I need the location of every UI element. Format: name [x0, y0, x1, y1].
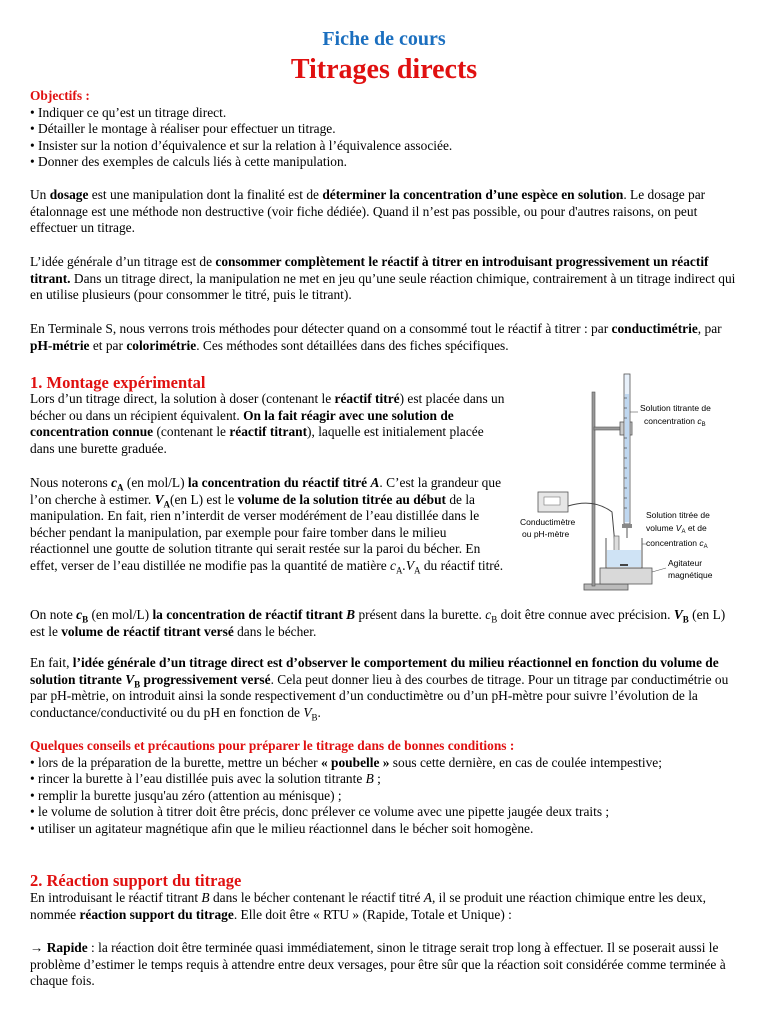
label-titree-line-1: Solution titrée de: [646, 510, 710, 520]
intro-paragraph-3: En Terminale S, nous verrons trois méthodes pour détecter quand on a consommé tout le réactif à titrer : par conductimétrie, par pH-métrie et par colorimétrie. Ces méthodes sont détaillées dans des fiches spécifiques.: [30, 321, 722, 353]
meter-display: [544, 497, 560, 505]
tip-item: • rincer la burette à l’eau distillée puis avec la solution titrante B ;: [30, 771, 381, 787]
tip-item: • lors de la préparation de la burette, mettre un bécher « poubelle » sous cette dernière, en cas de coulée intempestive;: [30, 754, 662, 770]
label-meter-line-2: ou pH-mètre: [522, 529, 570, 539]
objective-item: • Donner des exemples de calculs liés à cette manipulation.: [30, 154, 348, 170]
label-stirrer-line-1: Agitateur: [668, 558, 703, 568]
tip-item: • remplir la burette jusqu'au zéro (attention au ménisque) ;: [30, 787, 342, 803]
section-2-paragraph-1: En introduisant le réactif titrant B dans le bécher contenant le réactif titré A, il se produit une réaction chimique entre les deux, nommée réaction support du titrage. Elle doit être « RTU » (Rapide, Totale et Unique) :: [30, 890, 706, 922]
section-1-paragraph-3: On note $c_B$ (en mol/L) la concentration de réactif titrant B présent dans la burette. $c_B$ doit être connue avec précision. $V_B$ (en L) est le volume de réactif titrant versé dans le bécher.: [30, 607, 726, 639]
course-sheet-label: Fiche de cours: [322, 28, 446, 50]
tip-item: • le volume de solution à titrer doit être précis, donc prélever ce volume avec une pipette jaugée deux traits ;: [30, 804, 610, 820]
label-stirrer-line-2: magnétique: [668, 570, 713, 580]
label-meter-line-1: Conductimètre: [520, 517, 576, 527]
objective-item: • Indiquer ce qu’est un titrage direct.: [30, 104, 227, 120]
label-titrant-line-1: Solution titrante de: [640, 403, 711, 413]
section-1-heading: 1. Montage expérimental: [30, 373, 206, 392]
arrow-icon: →: [30, 940, 44, 955]
objective-item: • Insister sur la notion d’équivalence et sur la relation à l’équivalence associée.: [30, 137, 453, 153]
magnetic-stirrer: [600, 568, 652, 584]
label-titree-line-2: volume $V_A$ et de: [646, 523, 707, 535]
intro-paragraph-1: Un dosage est une manipulation dont la finalité est de déterminer la concentration d’une espèce en solution. Le dosage par étalonnage est une méthode non destructive (voir fiche dédiée). Quand il n’est pas possible, ou pour d'autres raisons, on peut effectuer un titrage.: [30, 187, 706, 236]
objective-item: • Détailler le montage à réaliser pour effectuer un titrage.: [30, 121, 336, 137]
label-titree-line-3: concentration $c_A$: [646, 538, 708, 550]
label-titrant-line-2: concentration $c_B$: [644, 416, 706, 428]
tips-block: [30, 738, 740, 838]
stand-base: [584, 584, 628, 590]
stir-bar: [620, 564, 628, 566]
titration-setup-diagram: [516, 368, 742, 596]
objectives-list: [30, 105, 740, 171]
section-1-paragraph-4: En fait, l’idée générale d’un titrage direct est d’observer le comportement du milieu réactionnel en fonction du volume de solution titrante $V_B$ progressivement versé. Cela peut donner lieu à des courbes de titrage. Pour un titrage par conductimétrie ou par pH-mètrie, on introduit ainsi la sonde respectivement d’un conductimètre ou d’un pH-mètre pour suivre l’évolution de la conductance/conductivité ou du pH en fonction de $V_B$.: [30, 655, 729, 723]
section-2-paragraph-2: → Rapide : la réaction doit être terminée quasi immédiatement, sinon le titrage serait trop long à effectuer. Il se poserait aussi le problème d’estimer le temps requis à attendre entre deux versages, pour être sûr que la réaction soit considérée comme terminée à chaque fois.: [30, 940, 726, 989]
section-1-paragraph-1: Lors d’un titrage direct, la solution à doser (contenant le réactif titré) est placée dans un bécher ou dans un récipient équivalent. On la fait réagir avec une solution de concentration connue (contenant le réactif titrant), laquelle est initialement placée dans une burette graduée.: [30, 391, 505, 456]
tips-list: [30, 755, 740, 838]
objectives-block: [30, 88, 740, 171]
intro-paragraph-2: L’idée générale d’un titrage est de consommer complètement le réactif à titrer en introduisant progressivement un réactif titrant. Dans un titrage direct, la manipulation ne met en jeu qu’une seule réaction chimique, contrairement à un titrage indirect qui en utilise plusieurs (pour consommer le titré, puis le titrant).: [30, 254, 736, 303]
tips-heading: Quelques conseils et précautions pour préparer le titrage dans de bonnes conditions :: [30, 738, 515, 753]
objectives-heading: Objectifs :: [30, 88, 90, 103]
section-2-heading: 2. Réaction support du titrage: [30, 871, 242, 890]
stopcock: [622, 524, 632, 528]
clamp-arm: [594, 427, 624, 430]
section-1-paragraph-2: Nous noterons $c_A$ (en mol/L) la concentration du réactif titré A. C’est la grandeur que l’on cherche à estimer. $V_A(en$ L) est le volume de la solution titrée au début de la manipulation. En fait, rien n’interdit de verser modérément de l’eau distillée dans le bécher pendant la manipulation, par exemple pour faire tomber dans le milieu réactionnel une goutte de solution titrante qui serait restée sur la paroi du bécher. En effet, verser de l’eau distillée ne modifie pas la quantité de matière $c_A.V_A$ du réactif titré.: [30, 475, 504, 576]
tip-item: • utiliser un agitateur magnétique afin que le milieu réactionnel dans le bécher soit homogène.: [30, 820, 534, 836]
stand-rod: [592, 392, 595, 586]
page-title: Titrages directs: [290, 54, 478, 85]
